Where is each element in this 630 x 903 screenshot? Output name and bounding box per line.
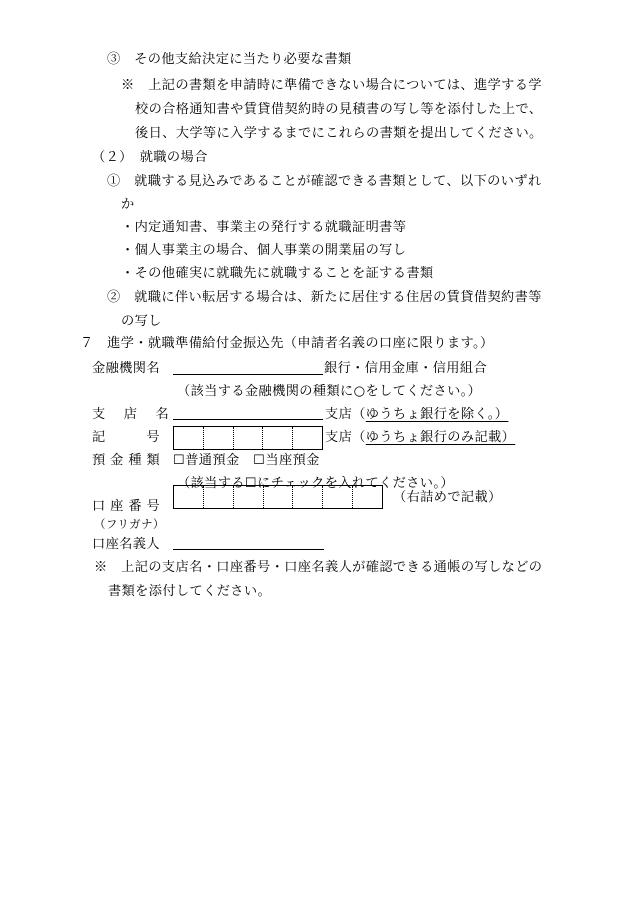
kigo-boxes[interactable] <box>173 426 323 450</box>
bank-name-label: 金融機関名 <box>92 361 160 376</box>
item-2-line-1: ② 就職に伴い転居する場合は、新たに居住する住居の賃貸借契約書等 <box>107 290 542 305</box>
section-2-employment-heading: （２） 就職の場合 <box>92 150 208 165</box>
bank-type-note: （該当する金融機関の種類に○をしてください。） <box>177 384 482 399</box>
item-2-line-2: の写し <box>121 314 162 329</box>
kigo-suffix: 支店（ゆうちょ銀行のみ記載） <box>325 430 516 445</box>
deposit-type-label: 預 金 種 類 <box>92 453 161 468</box>
bullet-job-offer: ・内定通知書、事業主の発行する就職証明書等 <box>121 220 407 235</box>
branch-name-field[interactable] <box>173 419 323 420</box>
branch-label: 支 店 名 <box>92 407 170 422</box>
item-3-other-documents: ③ その他支給決定に当たり必要な書類 <box>107 52 352 67</box>
furigana-label: （フリガナ） <box>94 517 165 531</box>
deposit-type-checkboxes[interactable]: ☐普通預金 ☐当座預金 <box>173 453 320 468</box>
note-line-1: ※ 上記の書類を申請時に準備できない場合については、進学する学 <box>121 78 542 93</box>
account-holder-label: 口座名義人 <box>92 537 160 552</box>
footer-note-line-2: 書類を添付してください。 <box>108 584 272 599</box>
account-number-boxes[interactable] <box>173 485 383 509</box>
bullet-other-proof: ・その他確実に就職先に就職することを証する書類 <box>121 266 434 281</box>
account-holder-field[interactable] <box>173 549 324 550</box>
note-line-2: 校の合格通知書や賃貸借契約時の見積書の写し等を添付した上で、 <box>135 102 543 117</box>
bank-type-suffix: 銀行・信用金庫・信用組合 <box>324 361 488 376</box>
deposit-type-note: （該当する☐にチェックを入れてください。） <box>177 476 454 491</box>
account-number-label: 口 座 番 号 <box>92 499 161 514</box>
bank-name-field[interactable] <box>173 374 323 375</box>
item-1-line-2: か <box>121 197 135 212</box>
footer-note-line-1: ※ 上記の支店名・口座番号・口座名義人が確認できる通帳の写しなどの <box>94 560 543 575</box>
bullet-self-employed: ・個人事業主の場合、個人事業の開業届の写し <box>121 243 407 258</box>
note-line-3: 後日、大学等に入学するまでにこれらの書類を提出してください。 <box>135 126 543 141</box>
kigo-label: 記 号 <box>92 430 160 445</box>
branch-suffix: 支店（ゆうちょ銀行を除く。） <box>325 407 509 422</box>
section-7-heading: ７ 進学・就職準備給付金振込先（申請者名義の口座に限ります。） <box>80 336 494 351</box>
item-1-line-1: ① 就職する見込みであることが確認できる書類として、以下のいずれ <box>107 174 542 189</box>
account-number-note: （右詰めで記載） <box>393 490 502 505</box>
